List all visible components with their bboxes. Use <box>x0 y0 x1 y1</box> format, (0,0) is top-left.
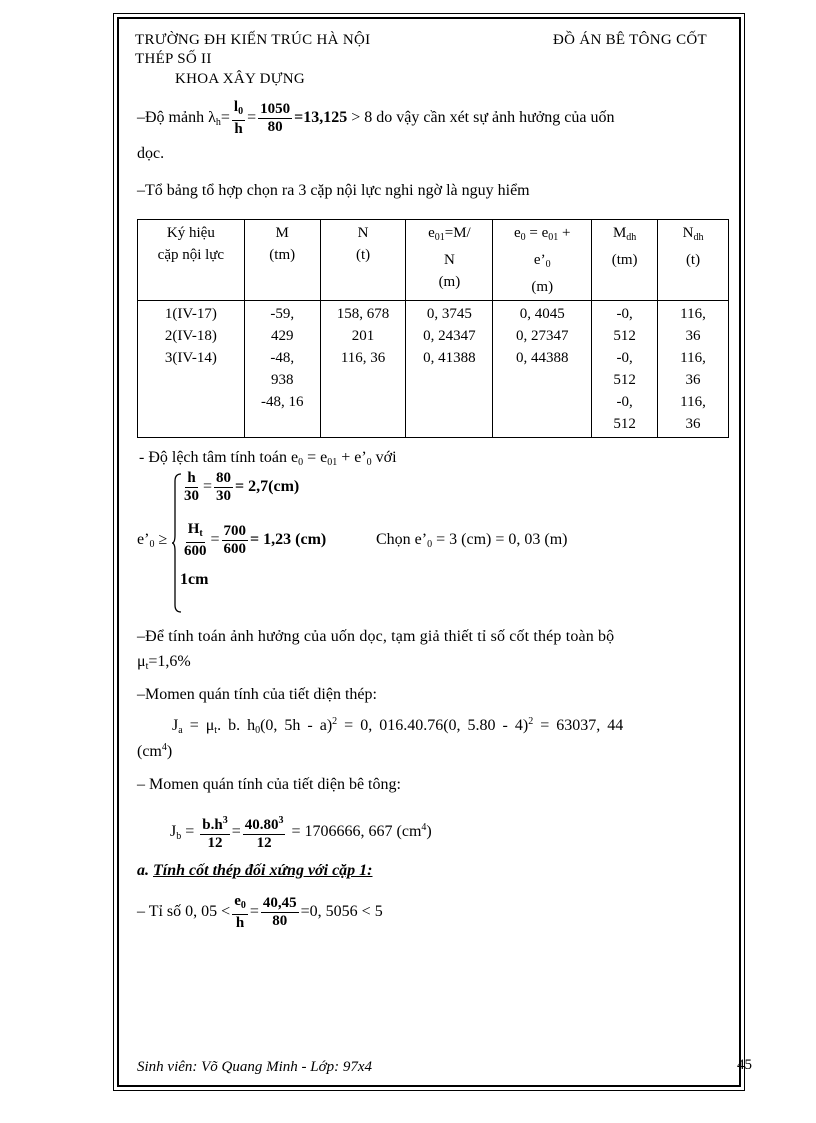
project-title-cont: THÉP SỐ II <box>135 51 212 67</box>
cell-e0: 0, 4045 0, 27347 0, 44388 <box>493 301 592 438</box>
eccentricity-intro: - Độ lệch tâm tính toán $e_0 = e_{01}$ + $e’_0$ với <box>139 449 397 468</box>
e0-prime-lhs: $e’_0$ ≥ <box>137 531 168 550</box>
fraction-1050-80: $\frac{1050}{80}$ <box>260 100 291 135</box>
condition-1: $\frac{h}{30}$ = $\frac{80}{30}$ = 2,7(cm) <box>184 470 300 504</box>
header-cell: M (tm) <box>244 220 320 301</box>
header-cell: N (t) <box>320 220 406 301</box>
cell-ndh: 116, 36 116, 36 116, 36 <box>658 301 729 438</box>
assume-line1: –Để tính toán ảnh hưởng của uốn dọc, tạm giả thiết tỉ số cốt thép toàn bộ <box>137 628 615 645</box>
slenderness-line: –Độ mảnh $\lambda_h=$ $\frac{l_0}{h}$ = $\frac{1050}{80}$ =13,125 > 8 do vậy cần xét sự ảnh hưởng của uốn <box>137 98 615 137</box>
footer-student: Sinh viên: Võ Quang Minh - Lớp: 97x4 <box>137 1059 373 1075</box>
choose-e0-prime: Chọn $e’_0 = 3$ (cm) = 0, 03 (m) <box>376 531 568 550</box>
slenderness-suffix: > 8 do vậy cần xét sự ảnh hưởng của uốn <box>351 109 615 126</box>
cell-axial: 158, 678 201 116, 36 <box>320 301 406 438</box>
page-number: 45 <box>737 1057 752 1073</box>
header-cell: $e_0 = e_{01}$ + $e’_0$ (m) <box>493 220 592 301</box>
lambda-symbol: $\lambda_h$ <box>208 109 221 128</box>
table-row <box>138 301 729 438</box>
assume-mu: $\mu_t=1,6\%$ <box>137 653 191 672</box>
steel-inertia-title: –Momen quán tính của tiết diện thép: <box>137 686 377 703</box>
table-header-row <box>138 220 729 301</box>
slenderness-line2: dọc. <box>137 145 165 162</box>
project-title: ĐỒ ÁN BÊ TÔNG CỐT <box>553 32 707 48</box>
header-cell: $e_{01}=M/$ N (m) <box>406 220 493 301</box>
cell-e01: 0, 3745 0, 24347 0, 41388 <box>406 301 493 438</box>
slenderness-result: =13,125 <box>294 109 348 126</box>
condition-3: 1cm <box>180 571 209 588</box>
cell-pair-id: 1(IV-17) 2(IV-18) 3(IV-14) <box>138 301 245 438</box>
fraction-l0-h: $\frac{l_0}{h}$ <box>233 98 244 137</box>
cell-mdh: -0, 512 -0, 512 -0, 512 <box>592 301 658 438</box>
school-name: TRƯỜNG ĐH KIẾN TRÚC HÀ NỘI <box>135 32 371 48</box>
ratio-line: – Tỉ số 0, 05 < $\frac{e_0}{h}$ = $\frac{40,45}{80}$ =0, 5056 < 5 <box>137 892 383 931</box>
concrete-inertia-formula: $J_b$ = $\frac{b.h^3}{12}$ = $\frac{40.80^3}{12}$ = 1706666, 667 $(cm^4)$ <box>170 806 432 859</box>
section-a-heading: a. Tính cốt thép đối xứng với cặp 1: <box>137 862 373 879</box>
faculty-name: KHOA XÂY DỰNG <box>175 71 305 87</box>
slenderness-prefix: –Độ mảnh <box>137 109 205 126</box>
header-cell: $M_{dh}$ (tm) <box>592 220 658 301</box>
header-cell: Ký hiệu cặp nội lực <box>138 220 245 301</box>
internal-force-table <box>137 219 729 438</box>
concrete-inertia-title: – Momen quán tính của tiết diện bê tông: <box>137 776 401 793</box>
table-intro: –Tổ bảng tổ hợp chọn ra 3 cặp nội lực nghi ngờ là nguy hiểm <box>137 182 530 199</box>
steel-inertia-unit: $(cm^4)$ <box>137 742 173 760</box>
cell-moment: -59, 429 -48, 938 -48, 16 <box>244 301 320 438</box>
header-cell: $N_{dh}$ (t) <box>658 220 729 301</box>
condition-2: $\frac{H_t}{600}$ = $\frac{700}{600}$ = 1,23 (cm) <box>184 521 327 559</box>
steel-inertia-formula: $J_a = \mu_t$. b. $h_0(0$, 5h - a)$^2$ = 0, 016.40.76(0, 5.80 - 4)$^2$ = 63037, 44 <box>172 716 624 736</box>
